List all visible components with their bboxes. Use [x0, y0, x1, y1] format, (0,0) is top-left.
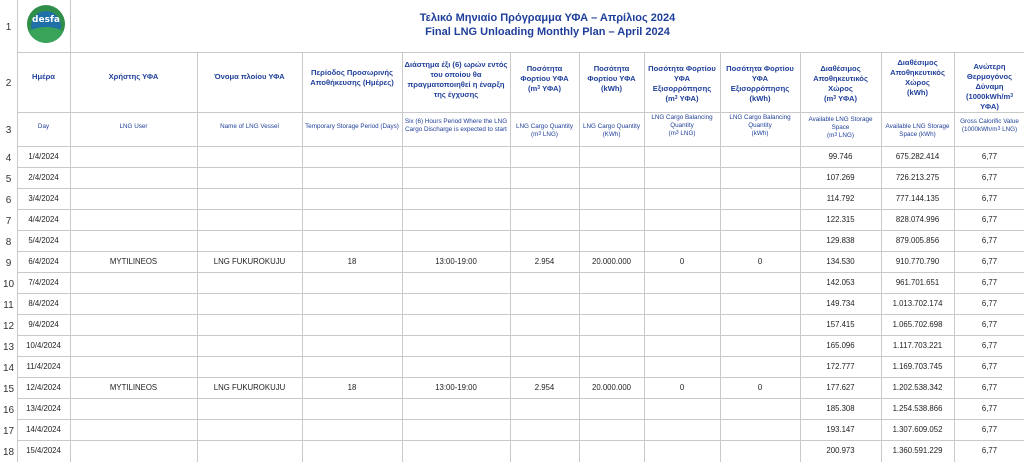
table-cell-space-kwh: 1.013.702.174 — [892, 299, 943, 308]
header-greek-text: Ποσότητα Φορτίου ΥΦΑ — [587, 64, 636, 83]
header-english-text: LNG Cargo Quantity — [582, 123, 641, 130]
table-cell-gcv: 6,77 — [981, 215, 998, 224]
table-cell-user: MYTILINEOS — [109, 383, 158, 392]
column-header-english — [956, 118, 1023, 134]
row-number: 7 — [5, 215, 12, 227]
header-greek-unit: (kWh) — [600, 84, 623, 93]
header-greek-text: Διάστημα έξι (6) ωρών εντός του οποίου θα πραγματοποιηθεί η έναρξη της έγχυσης — [404, 60, 508, 99]
table-cell-space-kwh: 1.202.538.342 — [892, 383, 943, 392]
table-cell-bal-m3: 0 — [679, 257, 685, 266]
table-cell-space-kwh: 1.254.538.866 — [892, 404, 943, 413]
column-header-greek — [19, 72, 68, 82]
table-cell-gcv: 6,77 — [981, 320, 998, 329]
header-greek-unit: (kWh) — [749, 94, 771, 103]
table-cell-qty-kwh: 20.000.000 — [591, 383, 632, 392]
table-cell-day: 2/4/2024 — [28, 173, 59, 182]
header-greek-text: Περίοδος Προσωρινής Αποθήκευσης (Ημέρες) — [310, 68, 394, 87]
logo-swoosh — [27, 27, 65, 43]
table-cell-space-kwh: 1.065.702.698 — [892, 320, 943, 329]
header-english-unit-suffix: LNG) — [541, 131, 558, 138]
row-number: 13 — [2, 341, 15, 353]
superscript-3: 3 — [997, 126, 1001, 132]
column-header-greek — [646, 64, 718, 104]
table-cell-day: 9/4/2024 — [28, 320, 59, 329]
row-number: 1 — [5, 22, 12, 33]
table-cell-window: 13:00-19:00 — [435, 383, 477, 392]
table-cell-gcv: 6,77 — [981, 278, 998, 287]
table-cell-space-kwh: 777.144.135 — [895, 194, 940, 203]
table-cell-qty-m3: 2.954 — [534, 383, 555, 392]
table-cell-space-m3: 165.096 — [826, 341, 855, 350]
row-number: 3 — [5, 125, 12, 136]
table-cell-day: 7/4/2024 — [28, 278, 59, 287]
superscript-3: 3 — [834, 132, 838, 138]
table-cell-day: 15/4/2024 — [26, 446, 61, 455]
table-cell-day: 6/4/2024 — [28, 257, 59, 266]
table-cell-space-kwh: 828.074.996 — [895, 215, 940, 224]
table-cell-space-kwh: 726.213.275 — [895, 173, 940, 182]
table-cell-day: 5/4/2024 — [28, 236, 59, 245]
row-number: 8 — [5, 236, 12, 248]
column-header-english — [72, 123, 195, 131]
table-cell-space-m3: 122.315 — [826, 215, 855, 224]
table-cell-vessel: LNG FUKUROKUJU — [213, 257, 286, 266]
row-number: 10 — [2, 278, 15, 290]
table-cell-space-m3: 134.530 — [826, 257, 855, 266]
table-cell-space-m3: 107.269 — [826, 173, 855, 182]
header-english-unit: (1000kWh/m — [961, 126, 998, 133]
header-greek-unit-suffix: ΥΦΑ) — [836, 94, 857, 103]
row-number: 2 — [5, 78, 12, 89]
superscript-3: 3 — [537, 85, 541, 91]
header-english-text: Available LNG Storage Space — [808, 116, 873, 131]
table-cell-space-kwh: 910.770.790 — [895, 257, 940, 266]
table-cell-day: 4/4/2024 — [28, 215, 59, 224]
row-number: 11 — [3, 299, 14, 311]
header-english-text: LNG Cargo Balancing Quantity — [651, 114, 713, 129]
row-number: 9 — [5, 257, 12, 269]
header-greek-unit-suffix: ΥΦΑ) — [540, 84, 561, 93]
table-cell-gcv: 6,77 — [981, 425, 998, 434]
table-cell-gcv: 6,77 — [981, 404, 998, 413]
header-greek-unit: (1000kWh/m — [965, 92, 1011, 101]
header-english-text: Gross Calorific Value — [960, 118, 1019, 125]
header-english-unit: (m — [668, 130, 676, 137]
header-english-unit-suffix: LNG) — [1000, 126, 1018, 133]
grid-line-vertical — [70, 0, 71, 52]
header-greek-text: Ποσότητα Φορτίου ΥΦΑ Εξισορρόπησης — [648, 64, 716, 93]
page-title — [70, 11, 1024, 39]
header-greek-unit: (kWh) — [906, 88, 929, 97]
superscript-3: 3 — [538, 131, 542, 137]
table-cell-space-m3: 157.415 — [826, 320, 855, 329]
spreadsheet — [17, 0, 1024, 462]
superscript-3: 3 — [1010, 93, 1014, 99]
header-greek-unit-suffix: ΥΦΑ) — [677, 94, 699, 103]
header-greek-text: Χρήστης ΥΦΑ — [108, 72, 159, 81]
table-cell-gcv: 6,77 — [981, 341, 998, 350]
column-header-greek — [956, 62, 1023, 112]
header-english-text: LNG Cargo Quantity — [515, 123, 574, 130]
header-greek-text: Διαθέσιμος Αποθηκευτικός Χώρος — [890, 58, 945, 87]
table-cell-space-kwh: 1.117.703.221 — [892, 341, 943, 350]
column-header-greek — [72, 72, 195, 82]
row-number: 15 — [2, 383, 15, 395]
header-english-unit: (KWh) — [602, 131, 621, 138]
table-cell-space-kwh: 1.360.591.229 — [892, 446, 943, 455]
table-cell-vessel: LNG FUKUROKUJU — [213, 383, 286, 392]
row-number: 18 — [2, 447, 15, 458]
table-cell-day: 14/4/2024 — [26, 425, 61, 434]
table-cell-qty-kwh: 20.000.000 — [591, 257, 632, 266]
table-cell-space-m3: 142.053 — [826, 278, 855, 287]
table-cell-gcv: 6,77 — [981, 257, 998, 266]
column-header-english — [19, 123, 68, 131]
row-number: 17 — [2, 425, 15, 437]
table-cell-day: 3/4/2024 — [28, 194, 59, 203]
header-english-unit: (m — [827, 132, 835, 139]
table-cell-space-kwh: 1.169.703.745 — [892, 362, 943, 371]
header-greek-text: Διαθέσιμος Αποθηκευτικός Χώρος — [813, 64, 868, 93]
column-header-english — [722, 114, 798, 138]
header-greek-text: Ποσότητα Φορτίου ΥΦΑ Εξισορρόπησης — [726, 64, 794, 93]
column-header-english — [883, 123, 952, 139]
table-cell-space-m3: 193.147 — [826, 425, 855, 434]
table-cell-bal-kwh: 0 — [757, 257, 763, 266]
table-cell-space-kwh: 879.005.856 — [895, 236, 940, 245]
header-english-unit: (kWh) — [751, 130, 769, 137]
table-cell-space-m3: 129.838 — [826, 236, 855, 245]
table-cell-period: 18 — [347, 257, 357, 266]
header-greek-unit-suffix: ΥΦΑ) — [980, 102, 999, 111]
table-cell-space-m3: 149.734 — [826, 299, 855, 308]
column-header-greek — [802, 64, 879, 104]
column-header-greek — [722, 64, 798, 104]
table-cell-space-kwh: 961.701.651 — [895, 278, 940, 287]
column-header-greek — [404, 60, 508, 100]
table-cell-user: MYTILINEOS — [109, 257, 158, 266]
column-header-greek — [883, 58, 952, 98]
table-cell-space-m3: 172.777 — [826, 362, 855, 371]
row-number: 5 — [5, 173, 12, 185]
header-english-text: Day — [37, 123, 50, 130]
table-cell-gcv: 6,77 — [981, 362, 998, 371]
table-cell-bal-m3: 0 — [679, 383, 685, 392]
header-greek-unit: (m — [824, 94, 834, 103]
desfa-logo — [27, 5, 65, 43]
table-cell-space-kwh: 1.307.609.052 — [892, 425, 943, 434]
header-greek-unit: (m — [665, 94, 675, 103]
row-number-gutter — [0, 0, 18, 462]
column-header-english — [199, 123, 300, 131]
column-header-english — [404, 118, 508, 134]
header-english-unit: (m — [531, 131, 539, 138]
superscript-3: 3 — [675, 130, 679, 136]
table-cell-gcv: 6,77 — [981, 152, 998, 161]
column-header-greek — [512, 64, 577, 94]
header-greek-text: Ποσότητα Φορτίου ΥΦΑ — [520, 64, 569, 83]
row-number: 16 — [2, 404, 15, 416]
column-header-english — [512, 123, 577, 139]
header-english-unit-suffix: LNG) — [837, 132, 854, 139]
column-header-english — [581, 123, 642, 139]
table-cell-day: 8/4/2024 — [28, 299, 59, 308]
column-header-english — [802, 116, 879, 140]
table-cell-gcv: 6,77 — [981, 236, 998, 245]
table-cell-day: 12/4/2024 — [26, 383, 61, 392]
superscript-3: 3 — [833, 95, 837, 101]
row-number: 14 — [2, 362, 15, 374]
table-cell-day: 1/4/2024 — [28, 152, 59, 161]
table-cell-day: 11/4/2024 — [26, 362, 61, 371]
grid-line-horizontal — [17, 52, 1024, 53]
row-number: 4 — [5, 152, 12, 164]
table-cell-gcv: 6,77 — [981, 383, 998, 392]
header-english-text: Temporary Storage Period (Days) — [305, 123, 399, 130]
header-english-text: Name of LNG Vessel — [220, 123, 279, 130]
header-english-text: Six (6) Hours Period Where the LNG Cargo Discharge is expected to start — [404, 118, 508, 133]
grid-line-horizontal — [17, 112, 1024, 113]
table-cell-gcv: 6,77 — [981, 299, 998, 308]
table-cell-space-m3: 99.746 — [828, 152, 853, 161]
logo-text: desfa — [32, 15, 60, 25]
column-header-greek — [581, 64, 642, 94]
table-cell-gcv: 6,77 — [981, 446, 998, 455]
header-greek-text: Ανώτερη Θερμογόνος Δύναμη — [966, 62, 1013, 91]
header-greek-text: Όνομα πλοίου ΥΦΑ — [214, 72, 285, 81]
row-number: 12 — [2, 320, 15, 332]
header-english-text: LNG User — [119, 123, 148, 130]
table-cell-space-kwh: 675.282.414 — [895, 152, 940, 161]
title-greek: Τελικό Μηνιαίο Πρόγραμμα ΥΦΑ – Απρίλιος 2024 — [419, 12, 676, 24]
column-header-greek — [199, 72, 300, 82]
header-greek-text: Ημέρα — [32, 72, 55, 81]
row-number: 6 — [5, 194, 12, 206]
table-cell-qty-m3: 2.954 — [534, 257, 555, 266]
header-english-text: LNG Cargo Balancing Quantity — [729, 114, 791, 129]
table-cell-gcv: 6,77 — [981, 173, 998, 182]
table-cell-day: 13/4/2024 — [26, 404, 61, 413]
table-cell-period: 18 — [347, 383, 357, 392]
table-cell-gcv: 6,77 — [981, 194, 998, 203]
table-cell-bal-kwh: 0 — [757, 383, 763, 392]
column-header-english — [304, 123, 400, 131]
header-english-text: Available LNG Storage Space (kWh) — [885, 123, 950, 138]
title-english: Final LNG Unloading Monthly Plan – April 2024 — [425, 26, 670, 38]
header-greek-unit: (m — [528, 84, 538, 93]
table-cell-space-m3: 114.792 — [826, 194, 855, 203]
table-cell-space-m3: 177.627 — [826, 383, 855, 392]
table-cell-space-m3: 185.308 — [826, 404, 855, 413]
table-cell-day: 10/4/2024 — [26, 341, 61, 350]
table-cell-window: 13:00-19:00 — [435, 257, 477, 266]
superscript-3: 3 — [674, 95, 678, 101]
column-header-greek — [304, 68, 400, 88]
table-cell-space-m3: 200.973 — [826, 446, 855, 455]
header-english-unit-suffix: LNG) — [678, 130, 696, 137]
column-header-english — [646, 114, 718, 138]
